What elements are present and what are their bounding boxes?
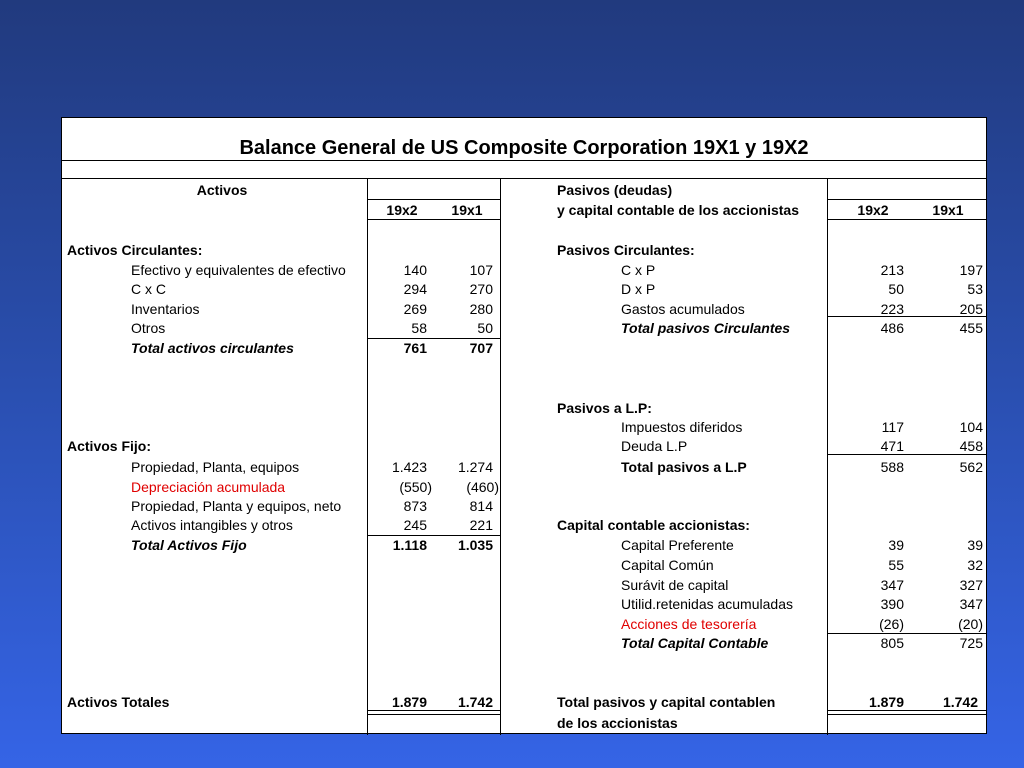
current-liability-label: D x P [621,281,656,297]
equity-b: 32 [967,557,983,573]
total-liabilities-equity-label-2: de los accionistas [557,715,678,731]
current-asset-b: 50 [477,320,493,336]
long-term-liabilities-total-b: 562 [959,459,983,475]
grand-total-rule-2 [367,714,500,715]
long-term-liability-a: 117 [881,419,904,435]
equity-total-label: Total Capital Contable [621,635,769,651]
long-term-liability-a: 471 [880,438,904,454]
liabilities-header-line-2: y capital contable de los accionistas [557,202,799,218]
long-term-liability-label: Deuda L.P [621,438,688,454]
fixed-assets-total-label: Total Activos Fijo [131,537,247,553]
fixed-assets-total-b: 1.035 [457,537,493,553]
fixed-assets-heading: Activos Fijo: [67,438,152,454]
equity-a: (26) [879,616,904,632]
current-assets-total-label: Total activos circulantes [131,340,294,356]
current-liabilities-heading: Pasivos Circulantes: [557,242,695,258]
left-header-bottom-rule [367,219,500,220]
total-liabilities-equity-a: 1.879 [868,694,904,710]
total-assets-a: 1.879 [391,694,427,710]
current-assets-heading: Activos Circulantes: [67,242,203,258]
current-asset-b: 280 [469,301,493,317]
left-header-rule [367,199,500,200]
current-assets-total-b: 707 [469,340,493,356]
current-liability-b: 53 [967,281,983,297]
equity-heading: Capital contable accionistas: [557,517,750,533]
fixed-asset-a: 1.423 [391,459,427,475]
current-asset-label: Efectivo y equivalentes de efectivo [131,262,346,278]
equity-label: Utilid.retenidas acumuladas [621,596,793,612]
fixed-asset-a: 245 [403,517,427,533]
current-asset-b: 270 [469,281,493,297]
equity-label: Acciones de tesorería [621,616,757,632]
title-bottom-rule [62,160,986,161]
equity-b: 347 [959,596,983,612]
equity-a: 390 [880,596,904,612]
current-asset-a: 294 [403,281,427,297]
total-liabilities-equity-label-1: Total pasivos y capital contablen [557,694,776,710]
fixed-asset-b: 221 [469,517,493,533]
grand-total-rule-4 [827,714,986,715]
table-top-rule [62,178,986,179]
current-asset-label: C x C [131,281,166,297]
total-liabilities-equity-b: 1.742 [942,694,978,710]
fixed-asset-b: 1.274 [457,459,493,475]
current-liability-a: 213 [880,262,904,278]
current-liability-b: 197 [959,262,983,278]
current-liability-label: Gastos acumulados [621,301,745,317]
long-term-liability-label: Impuestos diferidos [621,419,743,435]
fixed-asset-label: Propiedad, Planta, equipos [131,459,300,475]
long-term-liabilities-total-label: Total pasivos a L.P [621,459,747,475]
current-liability-a: 223 [880,301,904,317]
equity-label: Capital Preferente [621,537,734,553]
right-col-divider [827,178,828,735]
equity-b: 39 [967,537,983,553]
current-asset-label: Otros [131,320,166,336]
left-col-header-b: 19x1 [451,202,483,218]
liabilities-header-line-1: Pasivos (deudas) [557,182,673,198]
long-term-liabilities-heading: Pasivos a L.P: [557,400,652,416]
fixed-asset-label: Propiedad, Planta y equipos, neto [131,498,342,514]
fixed-asset-b: (460) [466,479,499,495]
current-assets-total-a: 761 [403,340,427,356]
document-title: Balance General de US Composite Corporation 19X1 y 19X2 [239,137,809,159]
right-header-bottom-rule [827,219,986,220]
current-asset-a: 58 [411,320,427,336]
fixed-asset-a: 873 [403,498,427,514]
current-liabilities-total-label: Total pasivos Circulantes [621,320,791,336]
long-term-liability-b: 104 [959,419,983,435]
equity-a: 55 [888,557,904,573]
mid-col-divider [500,178,501,735]
current-liabilities-total-a: 486 [880,320,904,336]
equity-label: Capital Común [621,557,714,573]
right-col-header-a: 19x2 [857,202,889,218]
equity-a: 347 [880,577,904,593]
current-liability-label: C x P [621,262,656,278]
current-asset-a: 140 [403,262,427,278]
total-assets-b: 1.742 [457,694,493,710]
assets-header: Activos [196,182,248,198]
equity-total-a: 805 [880,635,904,651]
fixed-asset-label: Activos intangibles y otros [131,517,293,533]
current-liabilities-total-b: 455 [959,320,983,336]
equity-b: 327 [959,577,983,593]
current-asset-a: 269 [403,301,427,317]
long-term-liability-b: 458 [959,438,983,454]
long-term-liabilities-total-a: 588 [880,459,904,475]
fixed-assets-total-a: 1.118 [392,537,427,553]
right-col-header-b: 19x1 [932,202,964,218]
current-liability-b: 205 [959,301,983,317]
fixed-asset-b: 814 [469,498,493,514]
equity-a: 39 [888,537,904,553]
equity-b: (20) [958,616,983,632]
equity-label: Surávit de capital [621,577,729,593]
current-asset-b: 107 [469,262,493,278]
left-col-header-a: 19x2 [386,202,418,218]
current-liability-a: 50 [888,281,904,297]
fixed-asset-label: Depreciación acumulada [131,479,286,495]
total-assets-label: Activos Totales [67,694,170,710]
fixed-asset-a: (550) [399,479,432,495]
right-header-rule [827,199,986,200]
current-asset-label: Inventarios [131,301,200,317]
equity-total-b: 725 [959,635,983,651]
balance-sheet-document [61,117,987,734]
